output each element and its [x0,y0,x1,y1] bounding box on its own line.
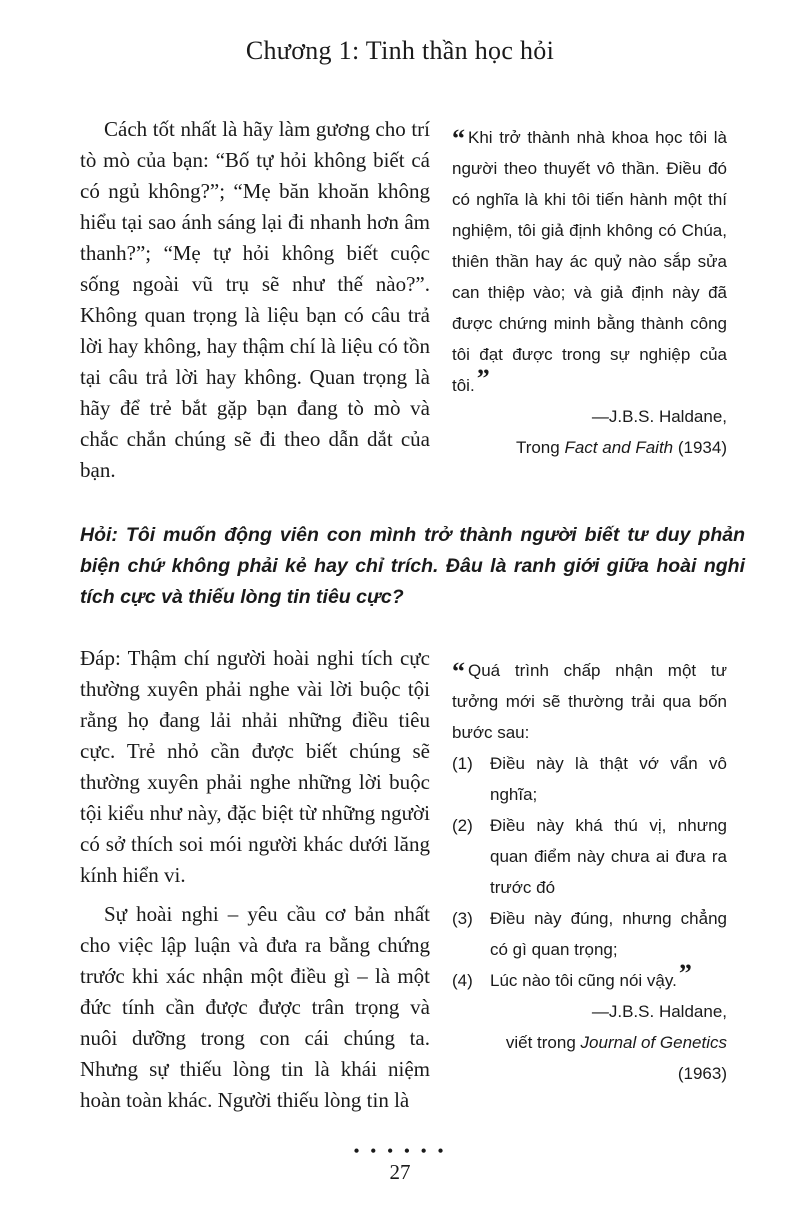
list-number: (3) [452,909,473,928]
page-dots-ornament: • • • • • • [353,1141,447,1161]
source-title: Fact and Faith [564,438,674,457]
quote-list-item [452,903,727,965]
quote-source [452,1027,727,1058]
source-title: Journal of Genetics [580,1033,727,1052]
list-text: Điều này là thật vớ vẩn vô nghĩa; [490,754,727,804]
quote-list-item [452,959,727,996]
quote-source [452,432,727,463]
list-text-content: Lúc nào tôi cũng nói vậy. [490,971,677,990]
source-year: (1934) [673,438,727,457]
page-number: 27 [389,1160,411,1184]
source-prefix: Trong [515,438,565,457]
list-number: (2) [452,816,473,835]
list-number: (1) [452,754,473,773]
body-text-section-2 [80,643,430,1116]
quote-body: Khi trở thành nhà khoa học tôi là người theo thuyết vô thần. Điều đó có nghĩa là khi tôi tiến hành một thí nghiệm, tôi giả định không có Chúa, thiên thần hay ác quỷ nào sắp sửa can thiệp vào; và giả định này đã được chứng minh bằng thành công tôi đạt được trong sự nghiệp của tôi. [452,128,727,395]
paragraph: Cách tốt nhất là hãy làm gương cho trí tò mò của bạn: “Bố tự hỏi không biết cá có ngủ không?”; “Mẹ băn khoăn không hiểu tại sao ánh sáng lại đi nhanh hơn âm thanh?”; “Mẹ tự hỏi không biết cuộc sống ngoài vũ trụ sẽ như thế nào?”. Không quan trọng là liệu bạn có câu trả lời hay không, hay thậm chí là liệu có tồn tại câu trả lời hay không. Quan trọng là hãy để trẻ bắt gặp bạn đang tò mò và chắc chắn chúng sẽ đi theo dẫn dắt của bạn. [80,117,430,482]
quote-intro [452,655,727,748]
paragraph: Sự hoài nghi – yêu cầu cơ bản nhất cho việc lập luận và đưa ra bằng chứng trước khi xác nhận một điều gì – là một đức tính cần được được trân trọng và nuôi dưỡng trong con cái chúng ta. Nhưng sự thiếu lòng tin là khái niệm hoàn toàn khác. Người thiếu lòng tin là [80,902,430,1112]
close-quote-mark: ” [476,364,490,393]
quote-list-item [452,810,727,903]
list-number: (4) [452,971,473,990]
list-text: Điều này khá thú vị, nhưng quan điểm này chưa ai đưa ra trước đó [490,816,727,897]
quote-year: (1963) [677,1064,727,1083]
close-quote-mark: ” [678,959,692,988]
quote-author: —J.B.S. Haldane, [591,1002,727,1021]
quote-author: —J.B.S. Haldane, [591,407,727,426]
open-quote-mark: “ [452,657,465,686]
source-prefix: viết trong [505,1033,581,1052]
quote-body: Quá trình chấp nhận một tư tưởng mới sẽ thường trải qua bốn bước sau: [452,661,727,742]
question-heading: Hỏi: Tôi muốn động viên con mình trở thành người biết tư duy phản biện chứ không phải kẻ hay chỉ trích. Đâu là ranh giới giữa hoài nghi tích cực và thiếu lòng tin tiêu cực? [80,524,745,608]
list-text [490,959,727,996]
list-text: Điều này đúng, nhưng chẳng có gì quan trọng; [490,909,727,959]
quote-list-item [452,748,727,810]
quote-text [452,122,727,401]
chapter-title: Chương 1: Tinh thần học hỏi [245,36,555,65]
quote-block-1 [452,122,727,463]
quote-block-2 [452,655,727,1089]
body-text-section-1 [80,114,430,486]
answer-paragraph: Đáp: Thậm chí người hoài nghi tích cực thường xuyên phải nghe vài lời buộc tội rằng họ đang lải nhải những điều tiêu cực. Trẻ nhỏ cần được biết chúng sẽ thường xuyên phải nghe những lời buộc tội kiểu như này, đặc biệt từ những người có sở thích soi mói người khác dưới lăng kính hiển vi. [80,646,430,887]
open-quote-mark: “ [452,124,465,153]
